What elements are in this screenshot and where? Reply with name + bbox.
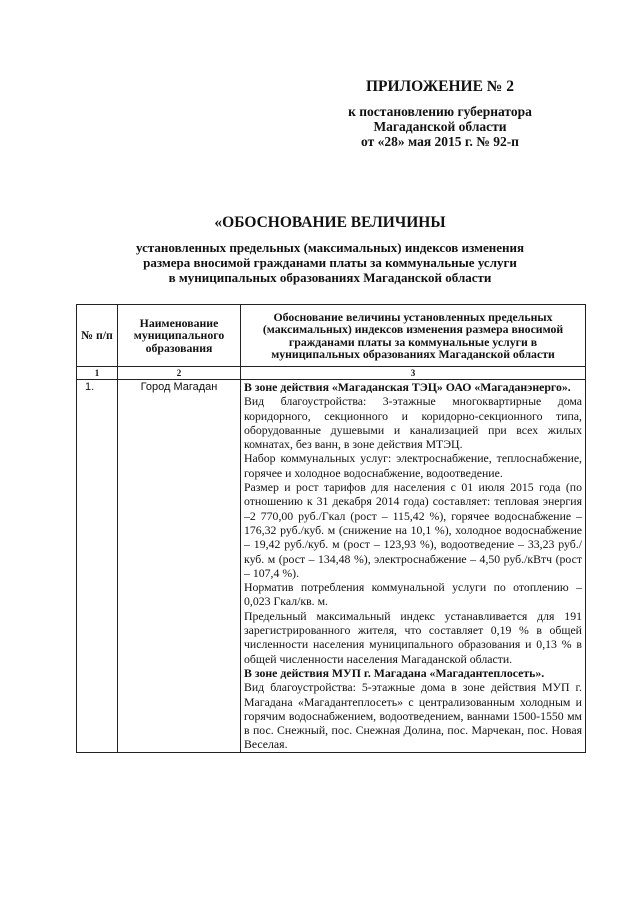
header-justification: Обоснование величины установленных предельных (максимальных) индексов изменения размера вносимой гражданами платы за коммунальные услуги в муниципальных образованиях Магаданской области (241, 305, 586, 367)
heading-sub-2: размера вносимой гражданами платы за коммунальные услуги (143, 255, 517, 270)
appendix-line-2: Магаданской области (373, 119, 507, 134)
zone-1-paragraph-4: Норматив потребления коммунальной услуги по отоплению – 0,023 Гкал/кв. м. (244, 580, 582, 609)
column-numbers-row (77, 367, 586, 380)
zone-1-title: В зоне действия «Магаданская ТЭЦ» ОАО «Магаданэнерго». (244, 380, 571, 394)
zone-1-paragraph-2: Набор коммунальных услуг: электроснабжение, теплоснабжение, горячее и холодное водоснабжение, водоотведение. (244, 451, 582, 480)
zone-2-title: В зоне действия МУП г. Магадана «Магадантеплосеть». (244, 665, 545, 680)
table-row (77, 380, 586, 753)
column-number-3: 3 (241, 367, 586, 380)
zone-1-paragraph-3: Размер и рост тарифов для населения с 01 июля 2015 года (по отношению к 31 декабря 2014 года) составляет: тепловая энергия –2 770,00 руб./Гкал (рост – 115,42 %), горячее водоснабжение – 176,32 руб./куб. м (снижение на 10,1 %), холодное водоснабжение – 19,42 руб./куб. м (рост – 123,93 %), водоотведение – 33,23 руб./куб. м (рост – 134,48 %), электроснабжение – 4,50 руб./кВтч (рост – 107,4 %). (244, 480, 582, 580)
column-number-1: 1 (77, 367, 118, 380)
row-number: 1. (77, 380, 118, 753)
zone-1-paragraph-1: Вид благоустройства: 3-этажные многоквартирные дома коридорного, секционного и коридорно-секционного типа, оборудованные душевыми и канализацией при всех жилых комнатах, без ванн, в зоне действия МТЭЦ. (244, 394, 582, 452)
heading-sub-3: в муниципальных образованиях Магаданской области (168, 270, 492, 285)
appendix-line-3: от «28» мая 2015 г. № 92-п (361, 134, 519, 149)
municipality-name: Город Магадан (118, 380, 241, 753)
heading-sub-1: установленных предельных (максимальных) индексов изменения (135, 240, 525, 255)
appendix-line-1: к постановлению губернатора (348, 104, 532, 119)
header-municipality: Наименование муниципального образования (118, 305, 241, 367)
zone-2-paragraph-1: Вид благоустройства: 5-этажные дома в зоне действия МУП г. Магадана «Магадантеплосеть» с централизованным холодным и горячим водоснабжением, водоотведением, ваннами 1500-1550 мм в пос. Снежный, пос. Снежная Долина, пос. Марчекан, пос. Новая Веселая. (244, 680, 582, 752)
zone-1-paragraph-5: Предельный максимальный индекс устанавливается для 191 зарегистрированного жителя, что составляет 0,19 % в общей численности населения муниципального образования и 0,13 % в общей численности населения Магаданской области. (244, 608, 582, 666)
document-heading (90, 214, 570, 285)
justification-table (76, 304, 586, 753)
heading-title: «ОБОСНОВАНИЕ ВЕЛИЧИНЫ (214, 214, 446, 231)
appendix-title: ПРИЛОЖЕНИЕ № 2 (366, 78, 514, 95)
column-number-2: 2 (118, 367, 241, 380)
header-number: № п/п (77, 305, 118, 367)
table-header-row (77, 305, 586, 367)
justification-text (241, 380, 586, 753)
appendix-block (320, 78, 560, 149)
